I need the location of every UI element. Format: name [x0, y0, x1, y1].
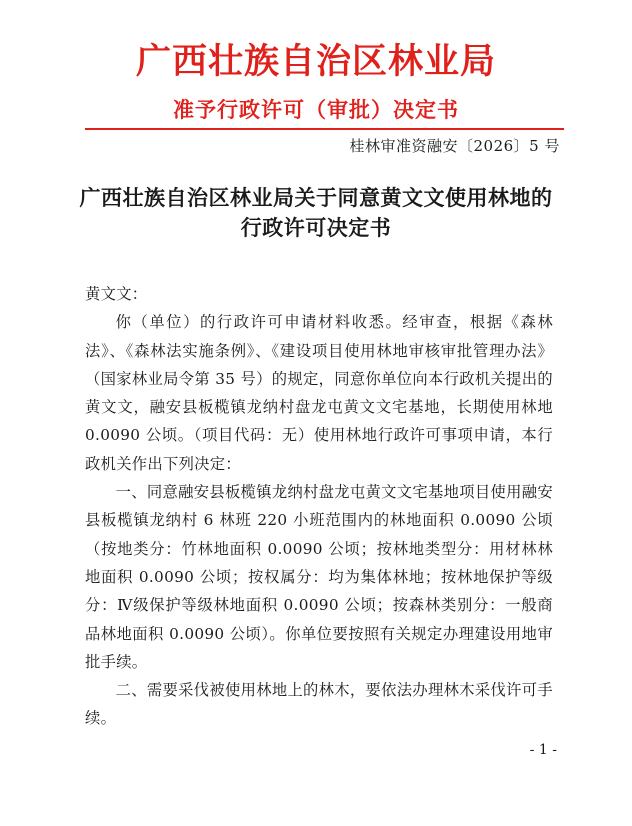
document-type: 准予行政许可（审批）决定书 — [173, 97, 459, 122]
page-number: - 1 - — [529, 742, 557, 758]
document-title: 广西壮族自治区林业局关于同意黄文文使用林地的行政许可决定书 — [79, 185, 553, 240]
document-body — [85, 280, 553, 733]
paragraph-intro: 你（单位）的行政许可申请材料收悉。经审查，根据《森林法》、《森林法实施条例》、《建设项目使用林地审核审批管理办法》（国家林业局令第 35 号）的规定，同意你单位向本行政机关提出的黄文文，融安县板榄镇龙纳村盘龙屯黄文文宅基地，长期使用林地 0.0090 公顷。（项目代码：无）使用林地行政许可事项申请，本行政机关作出下列决定： — [85, 313, 553, 473]
red-divider — [85, 128, 564, 130]
salutation: 黄文文： — [85, 285, 148, 303]
paragraph-decision-1: 一、同意融安县板榄镇龙纳村盘龙屯黄文文宅基地项目使用融安县板榄镇龙纳村 6 林班 220 小班范围内的林地面积 0.0090 公顷（按地类分：竹林地面积 0.0090 公顷；按林地类型分：用材林林地面积 0.0090 公顷；按权属分：均为集体林地；按林地保护等级分：Ⅳ级保护等级林地面积 0.0090 公顷；按森林类别分：一般商品林地面积 0.0090 公顷）。你单位要按照有关规定办理建设用地审批手续。 — [85, 483, 553, 671]
document-number: 桂林审准资融安〔2026〕5 号 — [349, 137, 560, 155]
issuing-organization: 广西壮族自治区林业局 — [135, 41, 496, 82]
paragraph-decision-2: 二、需要采伐被使用林地上的林木，要依法办理林木采伐许可手续。 — [85, 681, 553, 728]
